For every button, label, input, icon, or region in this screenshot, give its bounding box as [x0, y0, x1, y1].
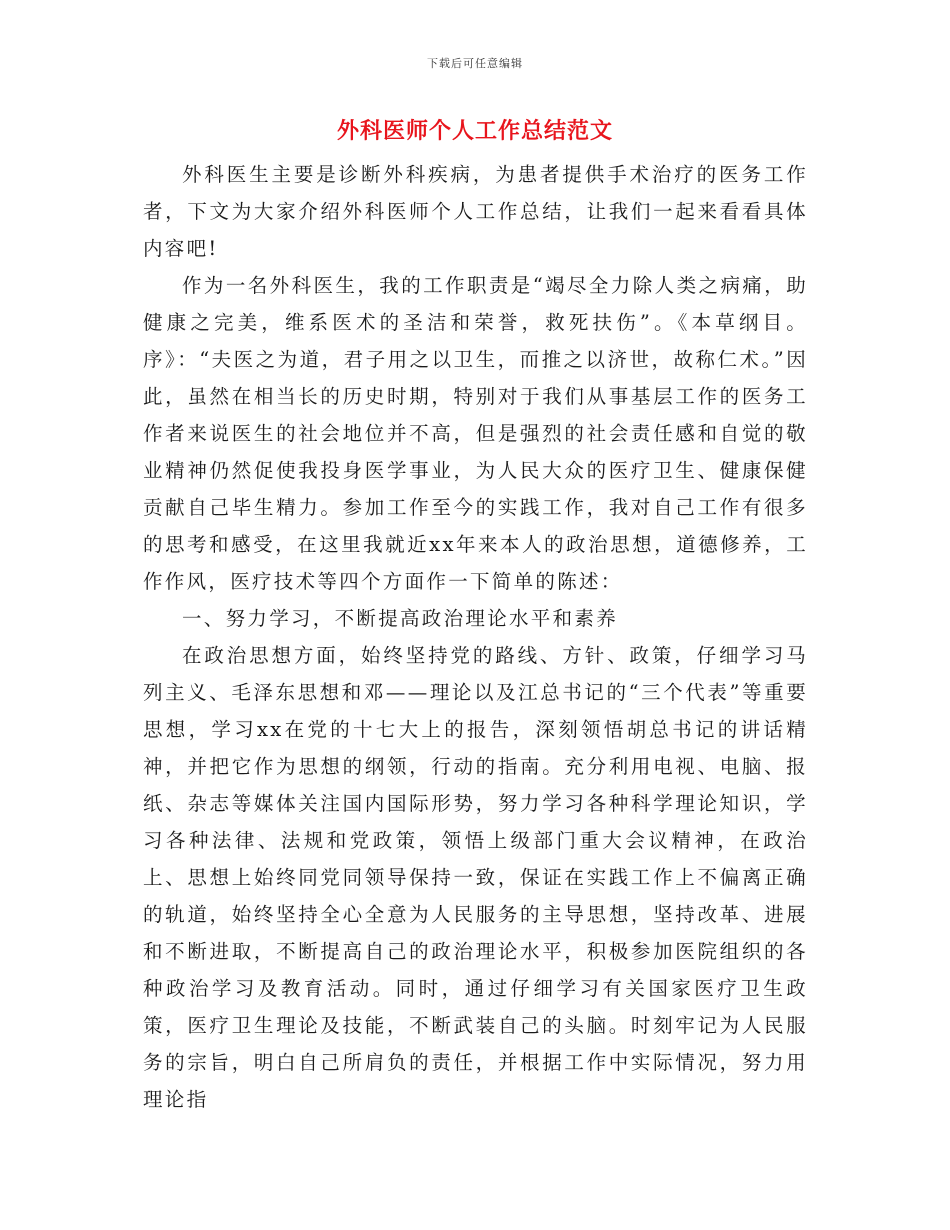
- header-note: 下载后可任意编辑: [427, 57, 523, 70]
- document-title: 外科医师个人工作总结范文: [336, 118, 613, 144]
- section-heading-1: 一、努力学习，不断提高政治理论水平和素养: [182, 607, 619, 630]
- paragraph-duty: 作为一名外科医生，我的工作职责是“竭尽全力除人类之病痛，助健康之完美，维系医术的圣洁和荣誉，救死扶伤”。《本草纲目。序》：“夫医之为道，君子用之以卫生，而推之以济世，故称仁术。”因此，虽然在相当长的历史时期，特别对于我们从事基层工作的医务工作者来说医生的社会地位并不高，但是强烈的社会责任感和自觉的敬业精神仍然促使我投身医学事业，为人民大众的医疗卫生、健康保健贡献自己毕生精力。参加工作至今的实践工作，我对自己工作有很多的思考和感受，在这里我就近xx年来本人的政治思想，道德修养，工作作风，医疗技术等四个方面作一下简单的陈述：: [143, 274, 808, 593]
- paragraph-politics: 在政治思想方面，始终坚持党的路线、方针、政策，仔细学习马列主义、毛泽东思想和邓——理论以及江总书记的“三个代表”等重要思想，学习xx在党的十七大上的报告，深刻领悟胡总书记的讲话精神，并把它作为思想的纲领，行动的指南。充分利用电视、电脑、报纸、杂志等媒体关注国内国际形势，努力学习各种科学理论知识，学习各种法律、法规和党政策，领悟上级部门重大会议精神，在政治上、思想上始终同党同领导保持一致，保证在实践工作上不偏离正确的轨道，始终坚持全心全意为人民服务的主导思想，坚持改革、进展和不断进取，不断提高自己的政治理论水平，积极参加医院组织的各种政治学习及教育活动。同时，通过仔细学习有关国家医疗卫生政策，医疗卫生理论及技能，不断武装自己的头脑。时刻牢记为人民服务的宗旨，明白自己所肩负的责任，并根据工作中实际情况，努力用理论指: [143, 644, 808, 1111]
- document-body: [143, 156, 808, 1118]
- paragraph-intro: 外科医生主要是诊断外科疾病，为患者提供手术治疗的医务工作者，下文为大家介绍外科医师个人工作总结，让我们一起来看看具体内容吧!: [143, 163, 808, 260]
